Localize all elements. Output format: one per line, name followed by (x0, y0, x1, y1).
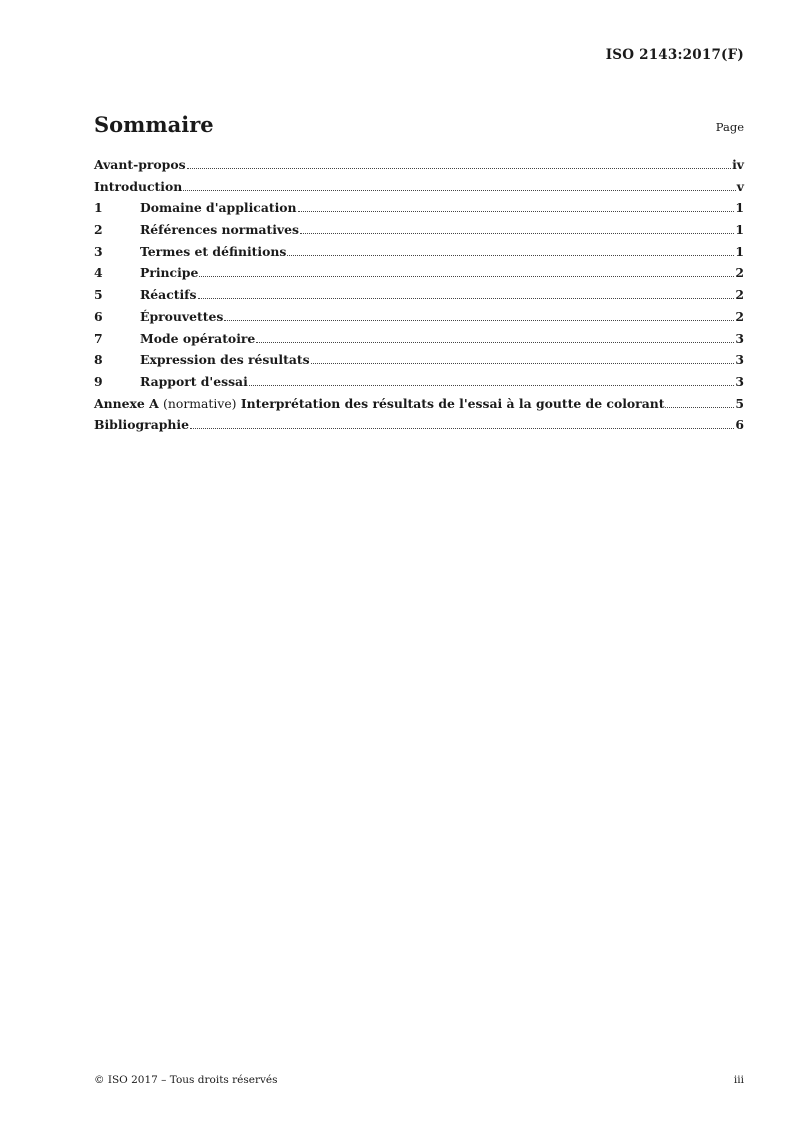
document-id: ISO 2143:2017(F) (605, 47, 744, 63)
dot-leader (287, 255, 734, 256)
toc-entry-number: 6 (94, 308, 103, 324)
page-number: iii (733, 1074, 744, 1086)
dot-leader (224, 320, 734, 321)
toc-entry-clause-2[interactable] (94, 222, 744, 244)
toc-entry-number: 7 (94, 330, 103, 346)
toc-entry-page: 1 (735, 243, 744, 259)
dot-leader (183, 190, 736, 191)
toc-entry-page: 6 (735, 417, 744, 433)
dot-leader (311, 363, 735, 364)
toc-entry-number: 2 (94, 222, 103, 238)
toc-entry-page: 2 (735, 287, 744, 303)
dot-leader (256, 342, 734, 343)
toc-entry-label: Domaine d'application (140, 200, 297, 216)
toc-entry-clause-5[interactable] (94, 287, 744, 309)
dot-leader (198, 298, 735, 299)
toc-entry-label: Références normatives (140, 222, 299, 238)
toc-entry-label: Rapport d'essai (140, 373, 248, 389)
toc-entry-page: iv (732, 157, 744, 172)
dot-leader (249, 385, 735, 386)
toc-entry-page: 1 (735, 200, 744, 216)
toc-entry-avant-propos[interactable] (94, 157, 744, 179)
dot-leader (187, 168, 732, 169)
toc-entry-number: 5 (94, 287, 103, 303)
dot-leader (190, 428, 734, 429)
toc-entry-label: Bibliographie (94, 417, 190, 433)
toc-entry-page: 1 (735, 222, 744, 238)
toc-entry-number: 3 (94, 243, 103, 259)
toc-entry-label: Mode opératoire (140, 330, 256, 346)
toc-entry-label: Introduction (94, 178, 183, 194)
dot-leader (300, 233, 734, 234)
toc-entry-label: Réactifs (140, 287, 197, 303)
toc-entry-number: 8 (94, 352, 103, 368)
toc-entry-clause-6[interactable] (94, 309, 744, 331)
toc-entry-number: 9 (94, 373, 103, 389)
page-title: Sommaire (94, 112, 214, 137)
toc-entry-clause-3[interactable] (94, 244, 744, 266)
toc-entry-label: Éprouvettes (140, 308, 224, 324)
toc-entry-page: 3 (735, 352, 744, 368)
toc-entry-label: Avant-propos (94, 157, 186, 172)
toc-entry-introduction[interactable] (94, 179, 744, 201)
toc-entry-page: 2 (735, 308, 744, 324)
annex-qualifier: (normative) (163, 395, 237, 411)
toc-entry-label: Principe (140, 265, 199, 281)
toc-entry-number: 1 (94, 200, 103, 216)
toc-entry-label (94, 396, 664, 411)
toc-entry-page: 3 (735, 330, 744, 346)
toc-entry-clause-1[interactable] (94, 200, 744, 222)
page-column-label: Page (715, 120, 744, 134)
toc-entry-clause-9[interactable] (94, 374, 744, 396)
table-of-contents (94, 157, 744, 439)
toc-header (94, 112, 744, 142)
toc-entry-annex-a[interactable] (94, 396, 744, 418)
toc-entry-label: Termes et définitions (140, 243, 287, 259)
dot-leader (298, 211, 735, 212)
copyright-notice: © ISO 2017 – Tous droits réservés (94, 1074, 278, 1086)
toc-entry-number: 4 (94, 265, 103, 281)
toc-entry-label: Expression des résultats (140, 352, 310, 368)
toc-entry-bibliographie[interactable] (94, 417, 744, 439)
toc-entry-page: 3 (735, 373, 744, 389)
toc-entry-clause-8[interactable] (94, 352, 744, 374)
toc-entry-clause-4[interactable] (94, 265, 744, 287)
annex-title: Interprétation des résultats de l'essai à la goutte de colorant (240, 395, 665, 411)
toc-entry-page: 5 (735, 395, 744, 411)
dot-leader (665, 407, 734, 408)
toc-entry-page: 2 (735, 265, 744, 281)
dot-leader (199, 276, 734, 277)
toc-entry-page: v (736, 178, 744, 194)
annex-prefix: Annexe A (94, 395, 159, 411)
toc-entry-clause-7[interactable] (94, 331, 744, 353)
